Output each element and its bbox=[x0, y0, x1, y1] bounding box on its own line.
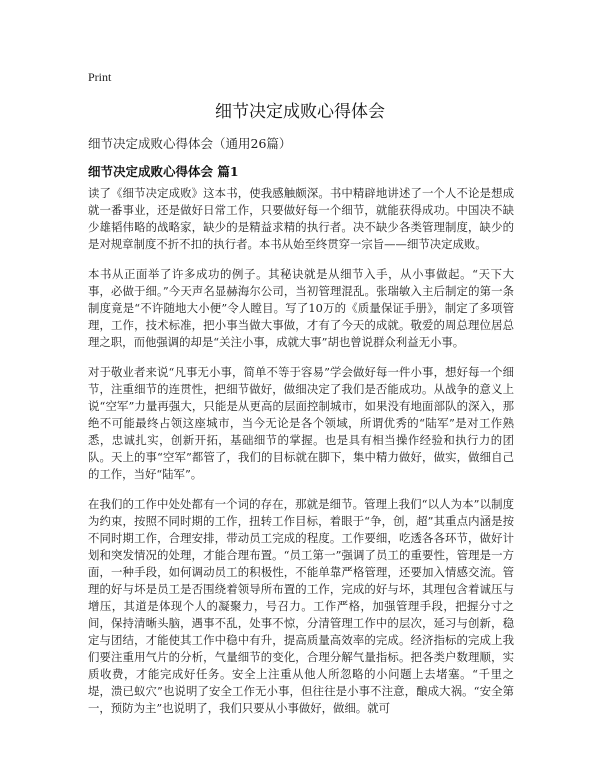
document-title: 细节决定成败心得体会 bbox=[215, 102, 385, 122]
paragraph: 读了《细节决定成败》这本书，使我感触颇深。书中精辟地讲述了一个人不论是想成就一番事业，还是做好日常工作，只要做好每一个细节，就能获得成功。中国决不缺少雄韬伟略的战略家，缺少的是精益求精的执行者。决不缺少各类管理制度，缺少的是对规章制度不折不扣的执行者。本书从始至终贯穿一宗旨——细节决定成败。 bbox=[88, 186, 514, 251]
paragraph: 对于敬业者来说“凡事无小事，简单不等于容易”学会做好每一件小事，想好每一个细节，注重细节的连贯性，把细节做好，做细决定了我们是否能成功。从战争的意义上说“空军”力量再强大，只能是从更高的层面控制城市，如果没有地面部队的深入，那绝不可能最终占领这座城市，当今无论是各个领域，所谓优秀的“陆军”是对工作熟悉，忠诚扎实，创新开拓，基础细节的掌握。也是具有相当操作经验和执行力的团队。天上的事“空军”都管了，我们的目标就在脚下，集中精力做好，做实，做细自己的工作，当好“陆军”。 bbox=[88, 365, 514, 481]
paragraph: 本书从正面举了许多成功的例子。其秘诀就是从细节入手，从小事做起。“天下大事，必做于细。”今天声名显赫海尔公司，当初管理混乱。张瑞敏入主后制定的第一条制度竟是“不许随地大小便”令人瞠目。写了10万的《质量保证手册》，制定了多项管理，工作，技术标准，把小事当做大事做，才有了今天的成就。敬爱的周总理位居总理之职，而他强调的却是“关注小事，成就大事”胡也曾说群众利益无小事。 bbox=[88, 267, 514, 349]
document-subtitle: 细节决定成败心得体会（通用26篇） bbox=[88, 136, 292, 151]
paragraph: 在我们的工作中处处都有一个词的存在，那就是细节。管理上我们“以人为本”以制度为约束，按照不同时期的工作，扭转工作目标，着眼于“争，创，超”其重点内涵是按不同时期工作，合理安排，带动员工完成的程度。工作要细，吃透各各环节，做好计划和突发情况的处理，才能合理布置。“员工第一”强调了员工的重要性，管理是一方面，一种手段，如何调动员工的积极性，不能单靠严格管理，还要加入情感交流。管理的好与坏是员工是否围绕着领导所布置的工作，完成的好与坏，其理包含着诚压与增压，其道是体现个人的凝聚力，号召力。工作严格，加强管理手段，把握分寸之间，保持清晰头脑，遇事不乱，处事不惊，分清管理工作中的层次，延习与创新，稳定与团结，才能使其工作中稳中有升，提高质量高效率的完成。经济指标的完成上我们要注重用气片的分析，气量细节的变化，合理分解气量指标。把各类户数理顺，实质收费，才能完成好任务。安全上注重从他人所忽略的小问题上去堵塞。“千里之堤，溃已蚁穴”也说明了安全工作无小事，但往往是小事不注意，酿成大祸。“安全第一，预防为主”也说明了，我们只要从小事做好，做细。就可 bbox=[88, 497, 514, 715]
section-heading: 细节决定成败心得体会 篇1 bbox=[88, 164, 239, 179]
document-body bbox=[88, 185, 514, 730]
print-link[interactable]: Print bbox=[88, 70, 112, 84]
